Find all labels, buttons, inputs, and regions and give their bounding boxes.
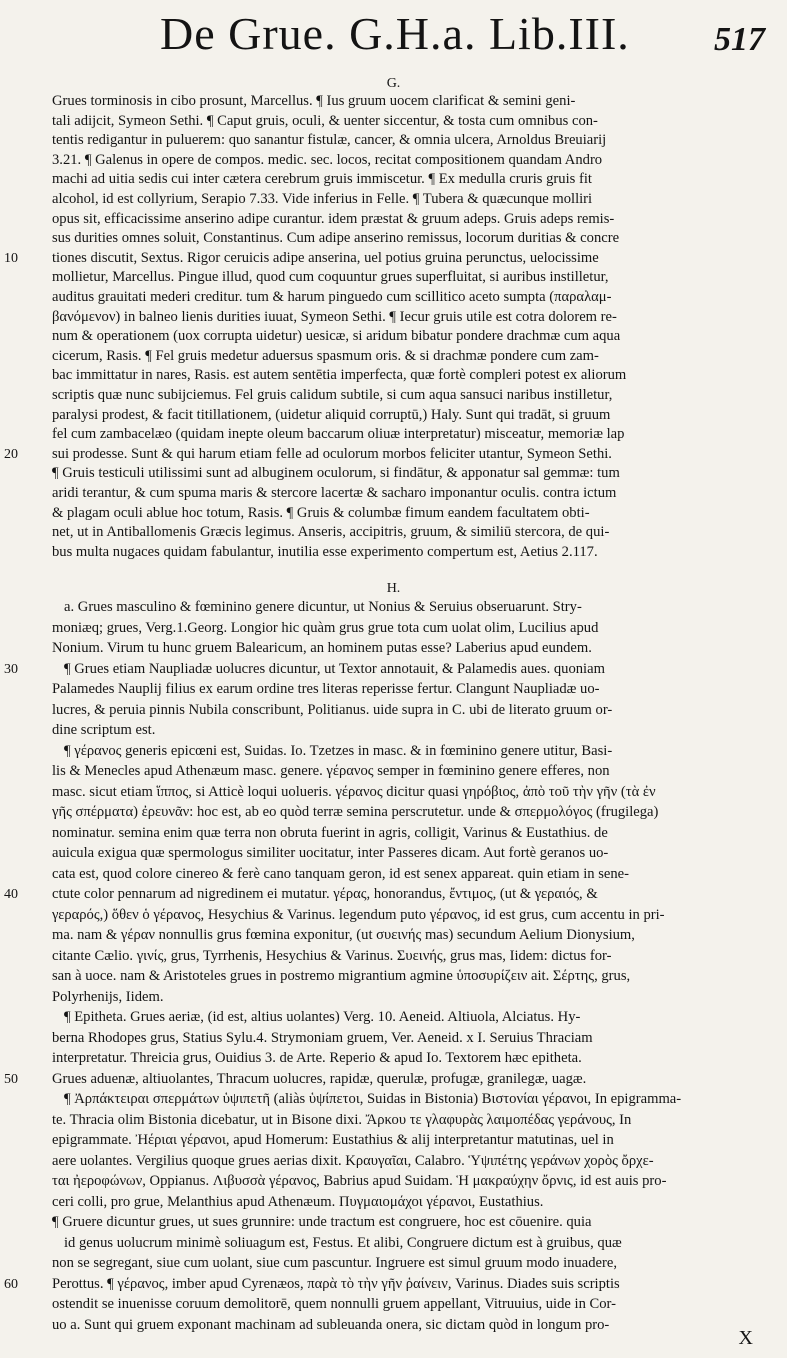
text-line: bus multa nugaces quidam fabulantur, inutilia esse experimento compertum est, Aetius 2.117. [52,543,598,560]
text-line: ostendit se inuenisse coruum demolitorē, quem nonnulli gruem appellant, Vitruuius, uide in Cor- [52,1296,616,1312]
text-line: tali adijcit, Symeon Sethi. ¶ Caput gruis, oculi, & uenter siccentur, & tosta cum omnibus con- [52,112,598,129]
text-line: aridi terantur, & cum spuma maris & stercore lacertæ & sacharo imponantur oculis. contra ictum [52,485,617,501]
text-line: fel cum zambacelæo (quidam inepte oleum baccarum oliuæ interpretatur) misceatur, memoriæ lap [52,426,625,443]
text-line: ma. nam & γέραν nonnullis grus fœmina exponitur, (ut συεινής mas) secundum Aelium Dionysium, [52,927,635,943]
text-line: moniæq; grues, Verg.1.Georg. Longior hic quàm grus grue tota cum uolat olim, Lucilius apud [52,619,599,636]
line-number: 50 [4,1071,18,1087]
text-line: auicula exigua quæ spermologus similiter uocitatur, inter Passeres dicam. Aut fortè geranos uo- [52,845,609,861]
running-title: De Grue. G.H.a. Lib.III. [160,8,630,59]
text-line: Palamedes Nauplij filius ex earum ordine tres literas reperisse fertur. Clangunt Naupliadæ uo- [52,681,600,697]
text-line: dine scriptum est. [52,722,156,738]
text-line: paralysi prodest, & facit titillationem, (uidetur aliquid corruptū,) Haly. Sunt qui tradāt, si gruum [52,406,611,423]
text-line: Nonium. Virum tu hunc gruem Balearicum, an hominem putas esse? Laberius apud eundem. [52,640,592,656]
text-line: ¶ Grues etiam Naupliadæ uolucres dicuntur, ut Textor annotauit, & Palamedis aues. quoniam [64,660,605,677]
line-number: 30 [4,661,18,677]
text-line: ¶ Epitheta. Grues aeriæ, (id est, altius uolantes) Verg. 10. Aeneid. Altiuola, Alciatus. Hy- [64,1009,581,1025]
text-line: alcohol, id est collyrium, Serapio 7.33. Vide inferius in Felle. ¶ Tubera & quæcunque molliri [52,191,593,207]
text-line: net, ut in Antiballomenis Græcis legimus. Anseris, accipitris, gruum, & similiū stercora, de qui- [52,524,610,541]
text-line: ctute color pennarum ad nigredinem ei mutatur. γέρας, honorandus, ἔντιμος, (ut & γεραιός, & [52,886,598,902]
text-line: 3.21. ¶ Galenus in opere de compos. medic. sec. locos, recitat compositionem quandam Andro [52,151,603,168]
line-number: 40 [4,887,18,902]
text-line: lucres, & peruia pinnis Nubila conscribunt, Politianus. uide supra in C. ubi de literato gruum or- [52,701,613,718]
text-line: berna Rhodopes grus, Statius Sylu.4. Strymoniam gruem, Ver. Aeneid. x I. Seruius Thraciam [52,1029,593,1046]
line-number: 10 [4,250,18,266]
text-line: lis & Menecles apud Athenæum masc. genere. γέρανος semper in fœminino genere efferes, non [52,763,610,779]
text-line: & plagam oculi ablue hoc totum, Rasis. ¶ Gruis & columbæ fimum eandem facultatem obti- [52,504,590,521]
text-line: te. Thracia olim Bistonia dicebatur, ut in Bisone dixi. Ἄρκου τε γλαφυρὰς λαιμοπέδας γεράνους, In [52,1111,632,1128]
text-line: ¶ Gruis testiculi utilissimi sunt ad albuginem oculorum, si findātur, & apponatur sal gemmæ: tum [52,465,620,482]
section-letter-g: G. [386,76,401,91]
text-line: opus sit, efficacissime anserino adipe curantur. idem præstat & gruum adeps. Gruis adeps remis- [52,210,615,227]
text-line: sui prodesse. Sunt & qui harum etiam felle ad oculorum morbos feliciter utantur, Symeon Sethi. [52,445,612,462]
text-line: masc. sicut etiam ἵππος, si Atticè loqui uolueris. γέρανος dicitur quasi γηρόβιος, ἀπὸ τοῦ τὴν γῆν (τὰ ἐν [52,783,656,800]
text-line: san à uoce. nam & Aristoteles grues in postremo migrantium agmine ὑποσυρίζειν ait. Σέρτης, grus, [52,968,631,984]
text-line: bac immittatur in nares, Rasis. est autem sentētia imperfecta, quæ fortè compleri potest ex aliorum [52,367,627,384]
text-line: id genus uolucrum minimè soliuagum est, Festus. Et alibi, Congruere dictum est à gruibus, quæ [64,1234,622,1251]
text-line: ¶ Ἀρπάκτειραι σπερμάτων ὑψιπετῆ (aliàs ὑψίπετοι, Suidas in Bistonia) Βιστονίαι γέρανοι, In epigramma- [64,1091,682,1107]
line-number: 20 [4,446,18,462]
text-line: sus durities omnes soluit, Constantinus. Cum adipe anserino remissus, locorum duritias & concre [52,230,620,247]
text-line: Polyrhenijs, Iidem. [52,988,164,1005]
text-line: machi ad uitia sedis cui inter cætera cerebrum gruis immiscetur. ¶ Ex medulla cruris gruis fit [52,171,592,188]
text-line: Grues aduenæ, altiuolantes, Thracum uolucres, rapidæ, querulæ, profugæ, granilegæ, uagæ. [52,1070,587,1087]
text-line: βανόμενον) in balneo lienis durities iuuat, Symeon Sethi. ¶ Iecur gruis utile est cotra dolorem re- [52,308,617,325]
text-line: ¶ Gruere dicuntur grues, ut sues grunnire: unde tractum est congruere, hoc est cōuenire. quia [52,1214,592,1230]
text-line: interpretatur. Threicia grus, Ouidius 3. de Arte. Reperio & apud Io. Textorem hæc epitheta. [52,1050,582,1066]
catchword: X [738,1327,753,1349]
text-line: γῆς σπέρματα) ἐρευνᾶν: hoc est, ab eo quòd terræ semina perscrutetur. unde & σπερμολόγος (frugilega) [52,804,659,820]
text-line: num & operationem (uox corrupta uidetur) uesicæ, si aridum bibatur pondere drachmæ cum aqua [52,328,621,345]
text-line: scriptis quæ nunc subijciemus. Fel gruis calidum subtile, si cum aqua sansuci naribus instilletur, [52,387,613,403]
text-line: tentis redigantur in puluerem: quo sanantur fistulæ, cancer, & omnia ulcera, Arnoldus Breuiarij [52,132,607,149]
text-line: aere uolantes. Vergilius quoque grues aerias dixit. Κραυγαῖαι, Calabro. Ὑψιπέτης γεράνων χορὸς ὄρχε- [52,1152,654,1169]
text-line: cicerum, Rasis. ¶ Fel gruis medetur aduersus spasmum oris. & si drachmæ pondere cum zam- [52,347,599,364]
text-line: auditus grauitati mederi creditur. tum & harum pinguedo cum scillitico aceto sumpta (παραλαμ- [52,289,612,305]
text-line: Grues torminosis in cibo prosunt, Marcellus. ¶ Ius gruum uocem clarificat & semini geni- [52,93,576,109]
text-line: ceri colli, pro grue, Melanthius apud Athenæum. Πυγμαιομάχοι γέρανοι, Eustathius. [52,1193,544,1210]
text-line: Perottus. ¶ γέρανος, imber apud Cyrenæos, παρὰ τὸ τὴν γῆν ῥαίνειν, Varinus. Diades suis scriptis [52,1275,620,1292]
section-letter-h: H. [386,581,401,596]
text-line: citante Cælio. γινίς, grus, Tyrrhenis, Hesychius & Varinus. Συεινής, grus mas, Iidem: dictus for- [52,947,612,964]
text-line: epigrammate. Ἠέριαι γέρανοι, apud Homerum: Eustathius & alij interpretantur matutinas, uel in [52,1132,614,1148]
text-line: cata est, quod colore cinereo & ferè cano tanquam geron, id est senex appareat. quin etiam in sene- [52,865,630,882]
text-line: ται ἠεροφώνων, Oppianus. Λιβυσσὰ γέρανος, Babrius apud Suidam. Ἡ μακραύχην ὄρνις, id est auis pro- [52,1173,667,1189]
page-header [0,6,787,68]
text-line: ¶ γέρανος generis epicœni est, Suidas. Io. Tzetzes in masc. & in fœminino genere utitur, Basi- [64,742,613,759]
line-number: 60 [4,1276,18,1292]
page-number: 517 [714,21,765,58]
text-line: a. Grues masculino & fœminino genere dicuntur, ut Nonius & Seruius obseruarunt. Stry- [64,599,582,615]
text-line: mollietur, Marcellus. Pingue illud, quod cum coquuntur grues superfluitat, si auribus instilletur, [52,269,609,286]
text-line: γεραρός,) ὅθεν ὁ γέρανος, Hesychius & Varinus. legendum puto γέρανος, id est grus, cum accentu in pri- [52,906,665,923]
text-line: nominatur. semina enim quæ terra non obruta fuerint in agris, colligit, Varinus & Eustathius. de [52,824,608,841]
text-line: non se segregant, siue cum uolant, siue cum pascuntur. Ingruere est simul gruum modo inuadere, [52,1255,617,1271]
text-line: uo a. Sunt qui gruem exponant machinam ad subleuanda onera, sic dictam quòd in longum pro- [52,1316,610,1333]
text-line: tiones discutit, Sextus. Rigor ceruicis adipe anserina, uel potius gruina perunctus, uelocissime [52,249,599,266]
